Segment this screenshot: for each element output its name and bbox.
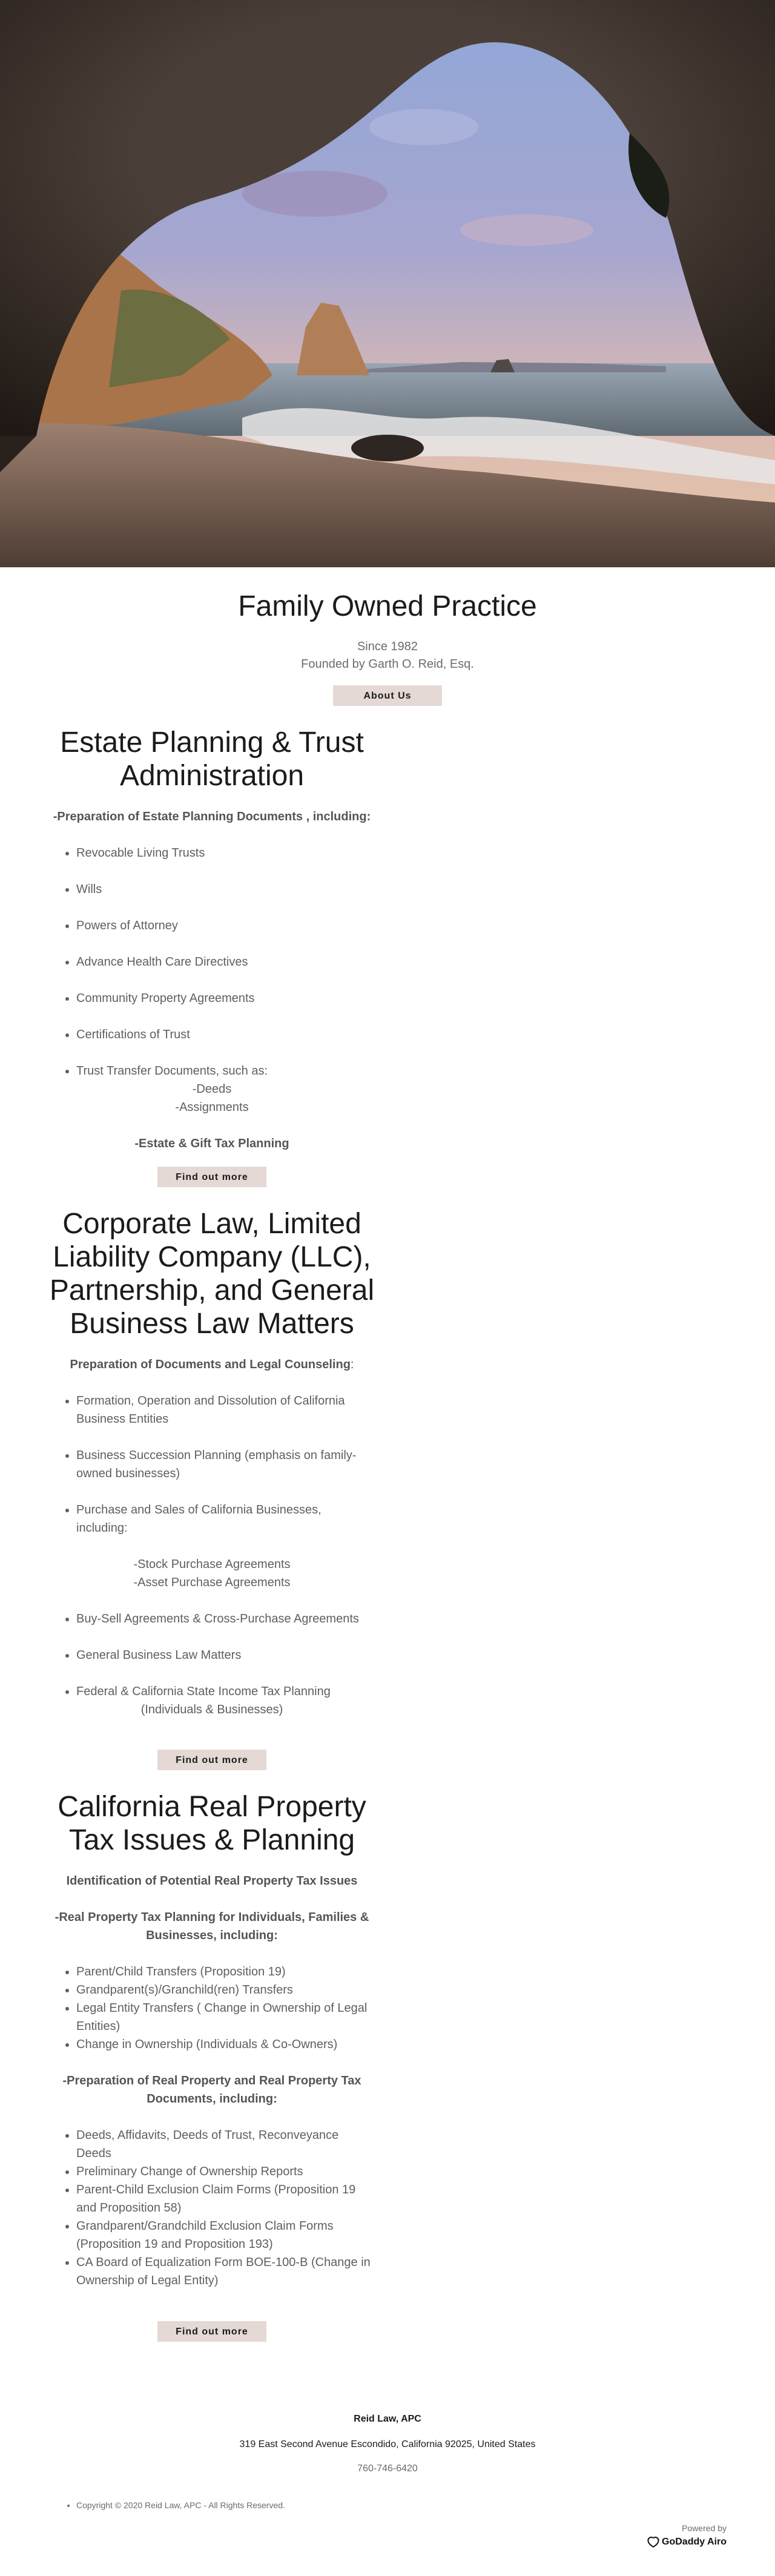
about-us-button[interactable]: About Us (333, 685, 442, 706)
list-item: • Federal & California State Income Tax Planning (76, 1682, 375, 1701)
property-lead-3: -Preparation of Real Property and Real Property Tax Documents, including: (62, 2074, 361, 2106)
corporate-lead (48, 1356, 375, 1374)
list-item: • Trust Transfer Documents, such as: (76, 1062, 375, 1080)
list-item: • Powers of Attorney (76, 917, 375, 935)
property-lead-1: Identification of Potential Real Property Tax Issues (66, 1874, 358, 1888)
list-item: • Revocable Living Trusts (76, 844, 375, 862)
founded-text: Founded by Garth O. Reid, Esq. (301, 657, 474, 671)
list-item: • Deeds, Affidavits, Deeds of Trust, Reconveyance Deeds (76, 2126, 375, 2163)
corporate-list-b (48, 1610, 375, 1701)
list-item: • Certifications of Trust (76, 1026, 375, 1044)
godaddy-brand-text: GoDaddy Airo (662, 2537, 727, 2547)
copyright-text: • Copyright © 2020 Reid Law, APC - All Rights Reserved. (76, 2500, 285, 2510)
hero-image (0, 0, 775, 567)
list-item: • Purchase and Sales of California Businesses, including: (76, 1501, 375, 1537)
corporate-lead-suffix: : (350, 1358, 354, 1371)
list-item: • Advance Health Care Directives (76, 953, 375, 971)
list-item: • Preliminary Change of Ownership Reports (76, 2163, 375, 2181)
footer-address: 319 East Second Avenue Escondido, California 92025, United States (239, 2439, 536, 2449)
list-item: • Grandparent(s)/Granchild(ren) Transfers (76, 1981, 375, 1999)
corporate-section (48, 1207, 375, 1719)
list-item: • Wills (76, 880, 375, 898)
corporate-list-a (48, 1392, 375, 1537)
intro-title: Family Owned Practice (238, 590, 537, 622)
list-item: • General Business Law Matters (76, 1646, 375, 1664)
list-item: • Parent/Child Transfers (Proposition 19) (76, 1963, 375, 1981)
corporate-find-out-more-button[interactable]: Find out more (157, 1750, 266, 1770)
corporate-lead-text: Preparation of Documents and Legal Counseling (70, 1358, 351, 1371)
estate-tax-line: -Estate & Gift Tax Planning (134, 1137, 289, 1150)
footer-copyright-list (48, 2500, 285, 2510)
since-text: Since 1982 (357, 640, 418, 653)
list-item: • Parent-Child Exclusion Claim Forms (Proposition 19 and Proposition 58) (76, 2181, 375, 2217)
list-item: • Formation, Operation and Dissolution of California Business Entities (76, 1392, 375, 1428)
sub-item: -Assignments (175, 1101, 249, 1114)
tax-note: (Individuals & Businesses) (140, 1703, 283, 1716)
sub-item: -Deeds (192, 1082, 232, 1096)
estate-lead: -Preparation of Estate Planning Documents , including: (53, 810, 371, 823)
property-section (48, 1790, 375, 2290)
godaddy-logo-icon (647, 2537, 659, 2548)
powered-by-text: Powered by (682, 2523, 727, 2533)
property-list-a (48, 1963, 375, 2054)
list-item: • Change in Ownership (Individuals & Co-Owners) (76, 2035, 375, 2054)
list-item: • Grandparent/Grandchild Exclusion Claim Forms (Proposition 19 and Proposition 193) (76, 2217, 375, 2253)
corporate-title: Corporate Law, Limited Liability Company (LLC), Partnership, and General Business Law Matters (49, 1208, 375, 1340)
list-item: • Business Succession Planning (emphasis on family-owned businesses) (76, 1446, 375, 1483)
list-item: • CA Board of Equalization Form BOE-100-B (Change in Ownership of Legal Entity) (76, 2253, 375, 2290)
sub-item: -Asset Purchase Agreements (133, 1576, 291, 1589)
list-item: • Buy-Sell Agreements & Cross-Purchase Agreements (76, 1610, 375, 1628)
property-find-out-more-button[interactable]: Find out more (157, 2321, 266, 2342)
property-title: California Real Property Tax Issues & Planning (58, 1791, 366, 1856)
footer-company: Reid Law, APC (354, 2414, 421, 2424)
list-item: • Legal Entity Transfers ( Change in Ownership of Legal Entities) (76, 1999, 375, 2035)
godaddy-badge[interactable] (647, 2537, 727, 2548)
estate-title: Estate Planning & Trust Administration (60, 726, 364, 792)
property-list-b (48, 2126, 375, 2290)
list-item: • Community Property Agreements (76, 989, 375, 1007)
estate-find-out-more-button[interactable]: Find out more (157, 1167, 266, 1187)
property-lead-2: -Real Property Tax Planning for Individuals, Families & Businesses, including: (54, 1911, 369, 1942)
footer-phone[interactable]: 760-746-6420 (357, 2463, 418, 2474)
sub-item: -Stock Purchase Agreements (133, 1558, 291, 1571)
estate-list (48, 844, 375, 1080)
estate-section (48, 726, 375, 1153)
